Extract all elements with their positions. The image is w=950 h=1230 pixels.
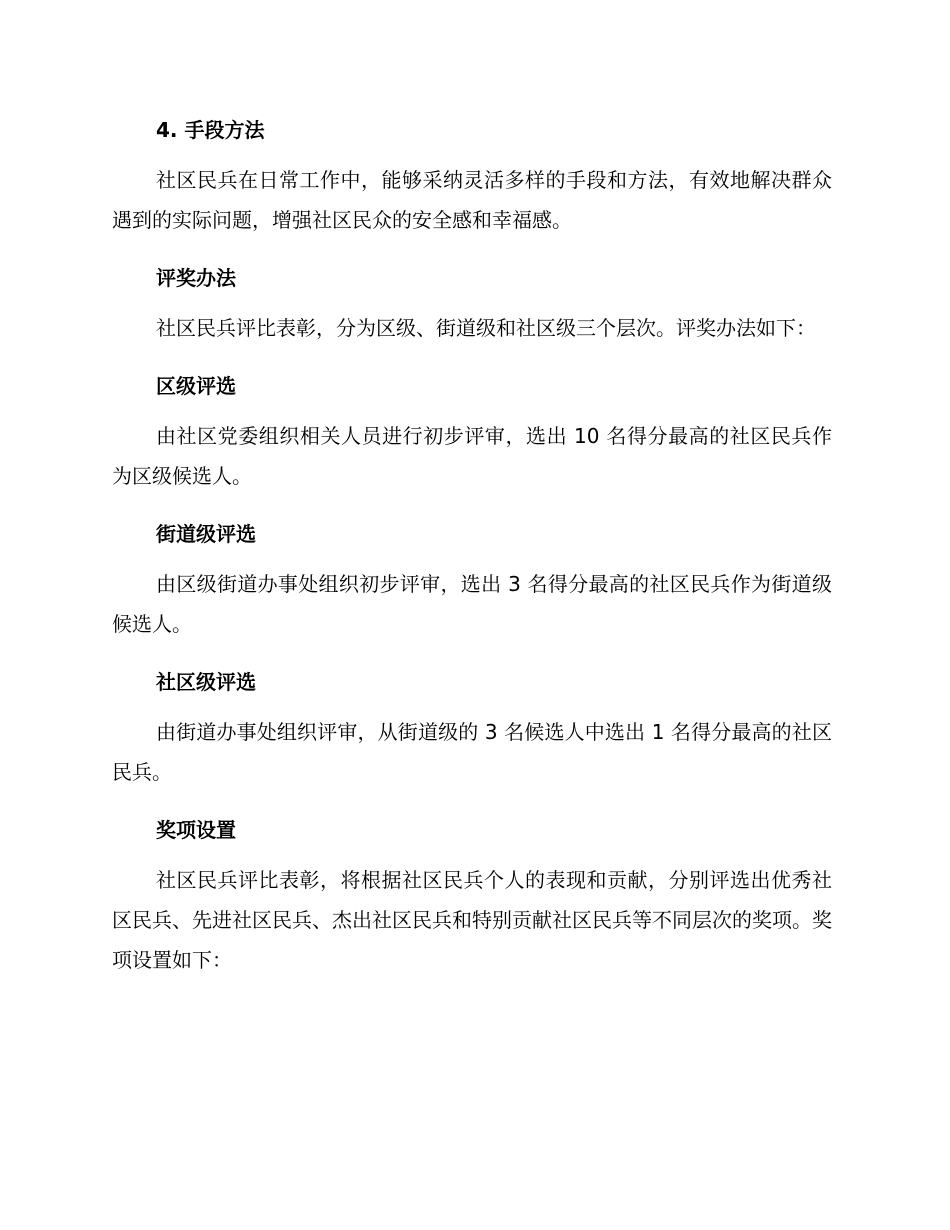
section-paragraph-award-rules: 社区民兵评比表彰，分为区级、街道级和社区级三个层次。评奖办法如下： (156, 316, 816, 340)
section-heading-methods: 4. 手段方法 (156, 118, 265, 142)
section-paragraph-street-selection: 由区级街道办事处组织初步评审，选出 3 名得分最高的社区民兵作为街道级候选人。 (112, 572, 832, 636)
section-heading-award-rules: 评奖办法 (156, 266, 236, 290)
document-body (112, 112, 832, 980)
section-paragraph-methods: 社区民兵在日常工作中，能够采纳灵活多样的手段和方法，有效地解决群众遇到的实际问题，增强社区民众的安全感和幸福感。 (112, 168, 832, 232)
section-paragraph-award-categories: 社区民兵评比表彰，将根据社区民兵个人的表现和贡献，分别评选出优秀社区民兵、先进社区民兵、杰出社区民兵和特别贡献社区民兵等不同层次的奖项。奖项设置如下： (112, 868, 832, 972)
section-heading-street-selection: 街道级评选 (156, 522, 256, 546)
section-paragraph-district-selection: 由社区党委组织相关人员进行初步评审，选出 10 名得分最高的社区民兵作为区级候选人。 (112, 424, 832, 488)
section-heading-community-selection: 社区级评选 (156, 670, 256, 694)
section-heading-award-categories: 奖项设置 (156, 818, 236, 842)
section-paragraph-community-selection: 由街道办事处组织评审，从街道级的 3 名候选人中选出 1 名得分最高的社区民兵。 (112, 720, 832, 784)
section-heading-district-selection: 区级评选 (156, 374, 236, 398)
